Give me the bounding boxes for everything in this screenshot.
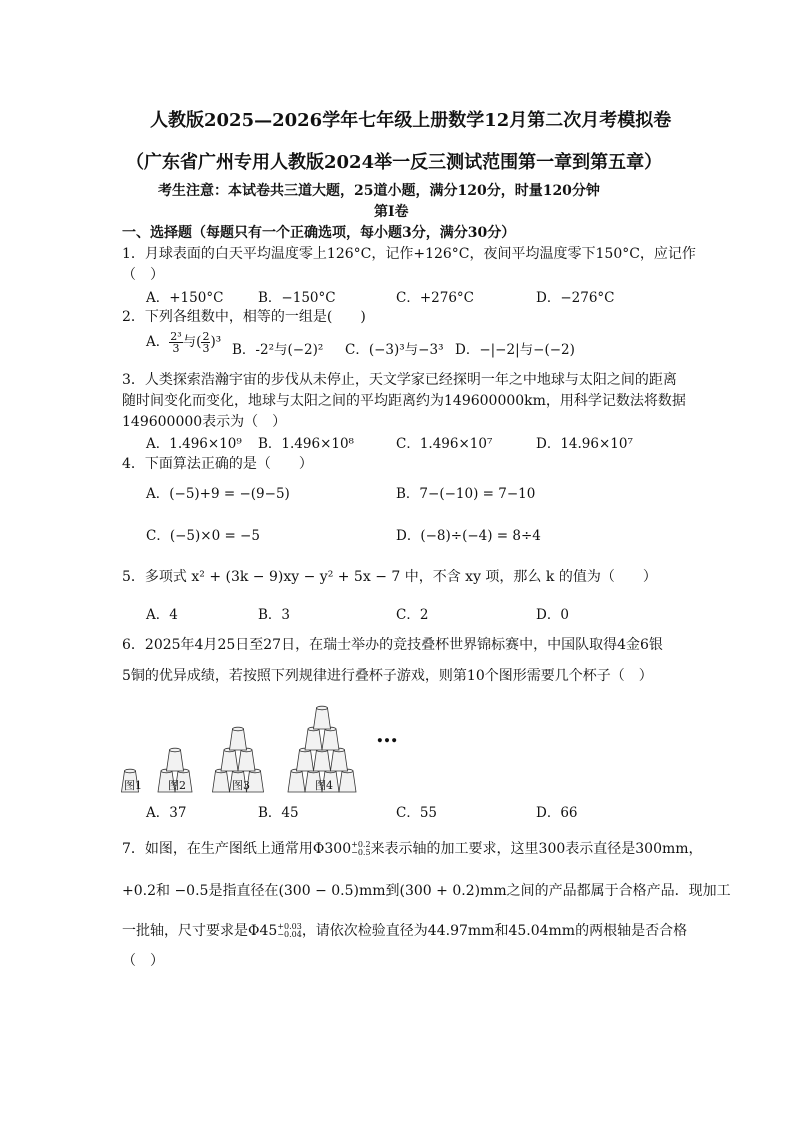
exam-notice: 考生注意：本试卷共三道大题，25道小题，满分120分，时量120分钟 <box>158 183 600 199</box>
fraction-2-numerator: 2 <box>202 330 210 343</box>
question-5-option-b: B．3 <box>258 607 291 623</box>
cup-rim <box>170 748 181 752</box>
question-4-option-a: A．(−5)+9 = −(9−5) <box>146 486 290 502</box>
fraction-1-numerator: 2³ <box>170 330 182 343</box>
question-3-option-a: A．1.496×10⁹ <box>146 436 242 452</box>
figure-3-label: 图3 <box>232 779 250 792</box>
cup-icon <box>221 750 238 771</box>
question-5-option-d: D．0 <box>536 607 569 623</box>
cup-icon <box>238 750 255 771</box>
question-2-option-a <box>146 330 221 354</box>
question-1-paren: （ ） <box>122 267 164 283</box>
option-a-label: A． <box>146 334 170 350</box>
cup-stack-figure <box>116 700 416 795</box>
question-7-line-1-pre: 7．如图，在生产图纸上通常用Φ300 <box>122 841 352 857</box>
fraction-1-denominator: 3 <box>172 342 180 355</box>
cup-icon <box>305 729 322 750</box>
question-6-line-1: 6．2025年4月25日至27日，在瑞士举办的竞技叠杯世界锦标赛中，中国队取得4金6银 <box>122 637 663 653</box>
question-2-option-c: C．(−3)³与−3³ <box>345 342 444 358</box>
question-6-option-d: D．66 <box>536 805 578 821</box>
question-6-option-a: A．37 <box>146 805 187 821</box>
tolerance-1 <box>351 841 370 857</box>
question-1-option-d: D．−276°C <box>536 290 615 306</box>
question-1-text: 1．月球表面的白天平均温度零上126°C，记作+126°C，夜间平均温度零下150°C，应记作 <box>122 246 696 262</box>
question-4-option-d: D．(−8)÷(−4) = 8÷4 <box>396 528 541 544</box>
question-4-option-b: B．7−(−10) = 7−10 <box>396 486 536 502</box>
question-2-text: 2．下列各组数中，相等的一组是( ) <box>122 309 366 325</box>
cup-rim <box>125 769 136 773</box>
question-3-line-2: 随时间变化而变化，地球与太阳之间的平均距离约为149600000km，用科学记数法将数据 <box>122 393 686 409</box>
question-6-line-2: 5铜的优异成绩，若按照下列规律进行叠杯子游戏，则第10个图形需要几个杯子（ ） <box>122 668 653 684</box>
option-a-mid: 与( <box>182 334 202 350</box>
figure-4-label: 图4 <box>315 779 333 792</box>
question-1-option-b: B．−150°C <box>258 290 336 306</box>
volume-label: 第I卷 <box>374 204 409 220</box>
question-3-line-3: 149600000表示为（ ） <box>122 414 287 430</box>
exam-subtitle: （广东省广州专用人教版2024举一反三测试范围第一章到第五章） <box>126 152 663 173</box>
question-3-option-d: D．14.96×10⁷ <box>536 436 633 452</box>
tolerance-2-upper: +0.03 <box>277 922 302 931</box>
section-heading: 一、选择题（每题只有一个正确选项，每小题3分，满分30分） <box>122 225 516 241</box>
cup-icon <box>314 750 331 771</box>
tolerance-1-upper: +0.2 <box>351 840 371 849</box>
cup-rim <box>317 706 328 710</box>
exam-title: 人教版2025—2026学年七年级上册数学12月第二次月考模拟卷 <box>150 110 672 131</box>
question-2-option-b: B．-2²与(−2)² <box>232 342 324 358</box>
ellipsis: … <box>376 722 398 748</box>
question-5-text: 5．多项式 x² + (3k − 9)xy − y² + 5x − 7 中，不含 xy 项，那么 k 的值为（ ） <box>122 569 657 585</box>
question-3-line-1: 3．人类探索浩瀚宇宙的步伐从未停止，天文学家已经探明一年之中地球与太阳之间的距离 <box>122 372 677 388</box>
tolerance-2-lower: −0.04 <box>277 930 302 939</box>
tolerance-1-lower: −0.5 <box>351 848 371 857</box>
option-a-end: )³ <box>210 334 222 350</box>
question-4-text: 4．下面算法正确的是（ ） <box>122 456 313 472</box>
question-1-option-c: C．+276°C <box>396 290 474 306</box>
cup-icon <box>331 750 348 771</box>
question-2-option-d: D．−|−2|与−(−2) <box>455 342 575 358</box>
question-1-option-a: A．+150°C <box>146 290 224 306</box>
question-7-line-3-post: ，请依次检验直径为44.97mm和45.04mm的两根轴是否合格 <box>301 923 688 939</box>
fraction-2-denominator: 3 <box>202 342 210 355</box>
question-3-option-c: C．1.496×10⁷ <box>396 436 493 452</box>
tolerance-2 <box>277 923 302 939</box>
cup-icon <box>288 771 305 792</box>
question-6-option-b: B．45 <box>258 805 299 821</box>
fraction-1 <box>169 331 182 354</box>
question-7-line-1 <box>122 838 703 858</box>
cup-icon <box>322 729 339 750</box>
cup-icon <box>297 750 314 771</box>
question-7-line-3-pre: 一批轴，尺寸要求是Φ45 <box>122 923 278 939</box>
cup-rim <box>233 727 244 731</box>
question-3-option-b: B．1.496×10⁸ <box>258 436 354 452</box>
cup-icon <box>230 729 247 750</box>
question-7-line-2: +0.2和 −0.5是指直径在(300 − 0.5)mm到(300 + 0.2)mm之间的产品都属于合格产品．现加工 <box>122 883 731 899</box>
figure-1-label: 图1 <box>124 779 142 792</box>
figure-2-label: 图2 <box>168 779 186 792</box>
question-7-line-1-post: 来表示轴的加工要求，这里300表示直径是300mm， <box>370 841 703 857</box>
cup-icon <box>314 708 331 729</box>
cup-icon <box>339 771 356 792</box>
cup-icon <box>213 771 230 792</box>
question-5-option-c: C．2 <box>396 607 429 623</box>
cup-icon <box>167 750 184 771</box>
question-7-line-3 <box>122 920 687 940</box>
question-7-paren: （ ） <box>122 953 164 969</box>
question-4-option-c: C．(−5)×0 = −5 <box>146 528 260 544</box>
question-6-option-c: C．55 <box>396 805 438 821</box>
question-5-option-a: A．4 <box>146 607 178 623</box>
